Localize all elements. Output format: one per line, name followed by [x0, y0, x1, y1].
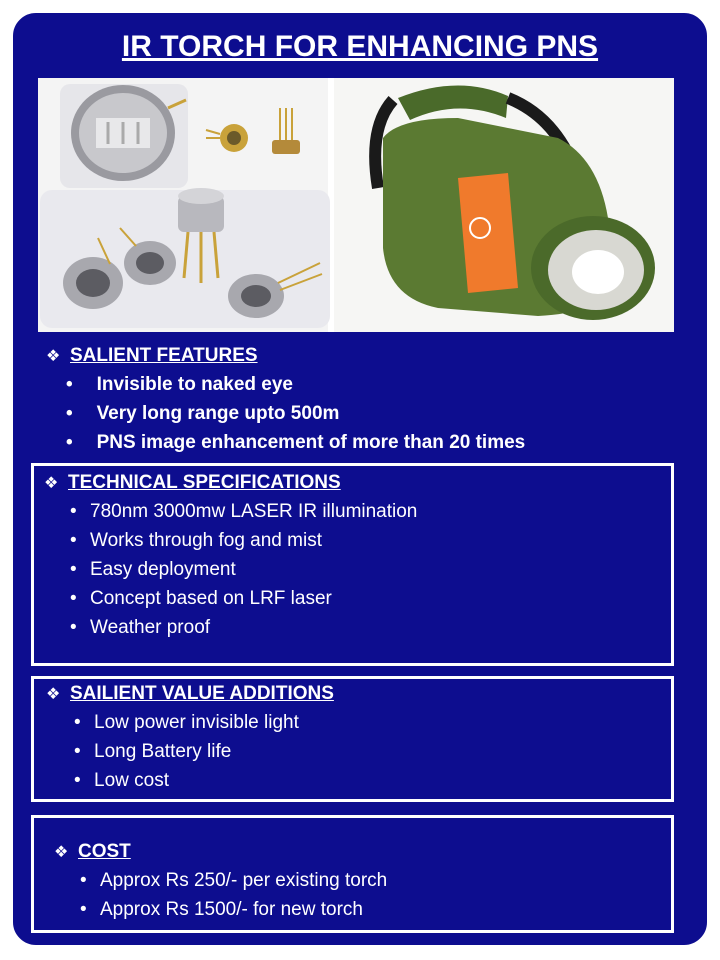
technical-specifications-heading: ❖ TECHNICAL SPECIFICATIONS: [44, 472, 341, 493]
green-torch-image: [334, 78, 674, 332]
bullet-icon: •: [80, 899, 87, 920]
list-item: • Weather proof: [70, 617, 211, 638]
list-item: • Invisible to naked eye: [66, 374, 293, 395]
bullet-icon: •: [80, 870, 87, 891]
bullet-icon: •: [74, 741, 81, 762]
value-additions-heading: ❖ SAILIENT VALUE ADDITIONS: [46, 683, 334, 704]
page-title: IR TORCH FOR ENHANCING PNS: [121, 30, 599, 63]
cost-heading: ❖ COST: [54, 841, 131, 862]
bullet-icon: •: [66, 403, 73, 424]
list-item: • Concept based on LRF laser: [70, 588, 332, 609]
list-item: • PNS image enhancement of more than 20 times: [66, 432, 526, 453]
diamond-bullet-icon: ❖: [54, 844, 69, 861]
bullet-icon: •: [70, 617, 77, 638]
list-item: • Low cost: [74, 770, 169, 791]
bullet-icon: •: [74, 770, 81, 791]
list-item: • 780nm 3000mw LASER IR illumination: [70, 501, 418, 522]
salient-features-heading: ❖ SALIENT FEATURES: [46, 345, 258, 366]
bullet-icon: •: [74, 712, 81, 733]
product-photo: [38, 78, 674, 332]
diamond-bullet-icon: ❖: [46, 686, 61, 703]
bullet-icon: •: [70, 588, 77, 609]
bullet-icon: •: [70, 559, 77, 580]
bullet-icon: •: [70, 501, 77, 522]
list-item: • Very long range upto 500m: [66, 403, 340, 424]
bullet-icon: •: [70, 530, 77, 551]
list-item: • Approx Rs 1500/- for new torch: [80, 899, 363, 920]
list-item: • Low power invisible light: [74, 712, 299, 733]
list-item: • Easy deployment: [70, 559, 236, 580]
diamond-bullet-icon: ❖: [46, 348, 61, 365]
list-item: • Long Battery life: [74, 741, 232, 762]
list-item: • Works through fog and mist: [70, 530, 322, 551]
diamond-bullet-icon: ❖: [44, 475, 59, 492]
bullet-icon: •: [66, 432, 73, 453]
bullet-icon: •: [66, 374, 73, 395]
list-item: • Approx Rs 250/- per existing torch: [80, 870, 388, 891]
